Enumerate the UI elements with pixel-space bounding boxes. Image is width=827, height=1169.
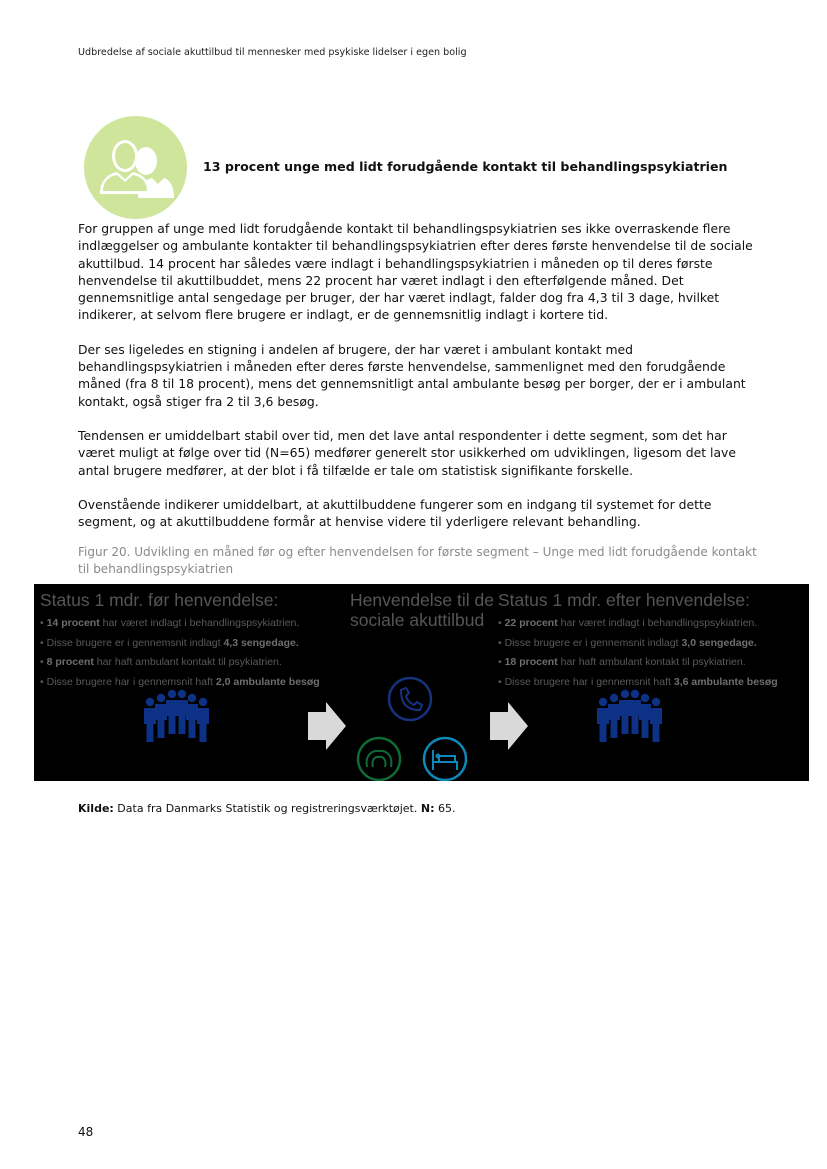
arrow-right-icon <box>308 702 346 750</box>
arrow-right-icon <box>490 702 528 750</box>
intervention-label <box>350 590 494 630</box>
status-before-panel <box>40 590 320 692</box>
list-item: • 8 procent har haft ambulant kontakt til psykiatrien. <box>40 656 282 669</box>
infographic <box>34 584 809 781</box>
paragraph: For gruppen af unge med lidt forudgående kontakt til behandlingspsykiatrien ses ikke overraskende flere indlæggelser og ambulante kontakter til behandlingspsykiatrien efter deres første henvendelse til de sociale akuttilbud. 14 procent har således være indlagt i behandlingspsykiatrien i måneden op til deres første henvendelse til akuttilbuddet, mens 22 procent har været indlagt i den efterfølgende måned. Det gennemsnitlige antal sengedage per bruger, der har været indlagt, falder dog fra 4,3 til 3 dage, hvilket indikerer, at selvom flere brugere er indlagt, er de gennemsnitlig indlagt i kortere tid. <box>78 221 753 323</box>
people-group-before-icon <box>144 690 209 742</box>
status-before-title: Status 1 mdr. før henvendelse: <box>40 590 279 610</box>
people-icon <box>84 116 187 219</box>
phone-icon <box>389 678 431 720</box>
list-item: • 22 procent har været indlagt i behandlingspsykiatrien. <box>498 617 758 629</box>
status-after-panel <box>498 590 778 692</box>
source-label: Kilde: <box>78 802 114 815</box>
paragraph: Ovenstående indikerer umiddelbart, at akuttilbuddene fungerer som en indgang til systemet for dette segment, og at akuttilbuddene formår at henvise videre til yderligere relevant behandling. <box>78 496 712 530</box>
list-item: • Disse brugere har i gennemsnit haft 2,0 ambulante besøg <box>40 675 320 688</box>
status-before-list <box>40 614 320 692</box>
running-header: Udbredelse af sociale akuttilbud til mennesker med psykiske lidelser i egen bolig <box>78 47 467 58</box>
figure-caption: Figur 20. Udvikling en måned før og efter henvendelsen for første segment – Unge med lidt forudgående kontakt til behandlingspsykiatrien <box>78 545 757 576</box>
section-badge <box>84 116 187 219</box>
intervention-label-line: sociale akuttilbud <box>350 610 485 630</box>
list-item: • Disse brugere er i gennemsnit indlagt 4,3 sengedage. <box>40 636 299 649</box>
source-text: Data fra Danmarks Statistik og registreringsværktøjet. <box>113 802 421 815</box>
people-group-after-icon <box>597 690 662 742</box>
list-item: • Disse brugere er i gennemsnit indlagt 3,0 sengedage. <box>498 636 757 649</box>
intervention-label-line: Henvendelse til de <box>350 590 494 610</box>
n-value: 65. <box>434 802 456 815</box>
paragraph: Tendensen er umiddelbart stabil over tid, men det lave antal respondenter i dette segment, som det har været muligt at følge over tid (N=65) medfører generelt stor usikkerhed om udviklingen, ligesom det lave antal brugere medfører, at der blot i få tilfælde er tale om statistisk signifikante forskelle. <box>78 427 737 478</box>
list-item: • Disse brugere har i gennemsnit haft 3,6 ambulante besøg <box>498 675 778 688</box>
figure-source <box>78 802 455 815</box>
page-number: 48 <box>78 1125 94 1139</box>
paragraph: Der ses ligeledes en stigning i andelen af brugere, der har været i ambulant kontakt med behandlingspsykiatrien i måneden efter deres første henvendelse, sammenlignet med den forudgående måned (fra 8 til 18 procent), mens det gennemsnitligt antal ambulante besøg per borger, der er i ambulant kontakt, også stiger fra 2 til 3,6 besøg. <box>78 341 746 409</box>
n-label: N: <box>420 802 435 815</box>
body-text <box>78 220 758 547</box>
brain-icon <box>358 738 400 780</box>
status-after-list <box>498 614 778 692</box>
list-item: • 18 procent har haft ambulant kontakt til psykiatrien. <box>498 656 746 669</box>
bed-icon <box>424 738 466 780</box>
list-item: • 14 procent har været indlagt i behandlingspsykiatrien. <box>40 617 300 629</box>
status-after-title: Status 1 mdr. efter henvendelse: <box>498 590 750 610</box>
section-heading: 13 procent unge med lidt forudgående kontakt til behandlingspsykiatrien <box>203 159 728 174</box>
